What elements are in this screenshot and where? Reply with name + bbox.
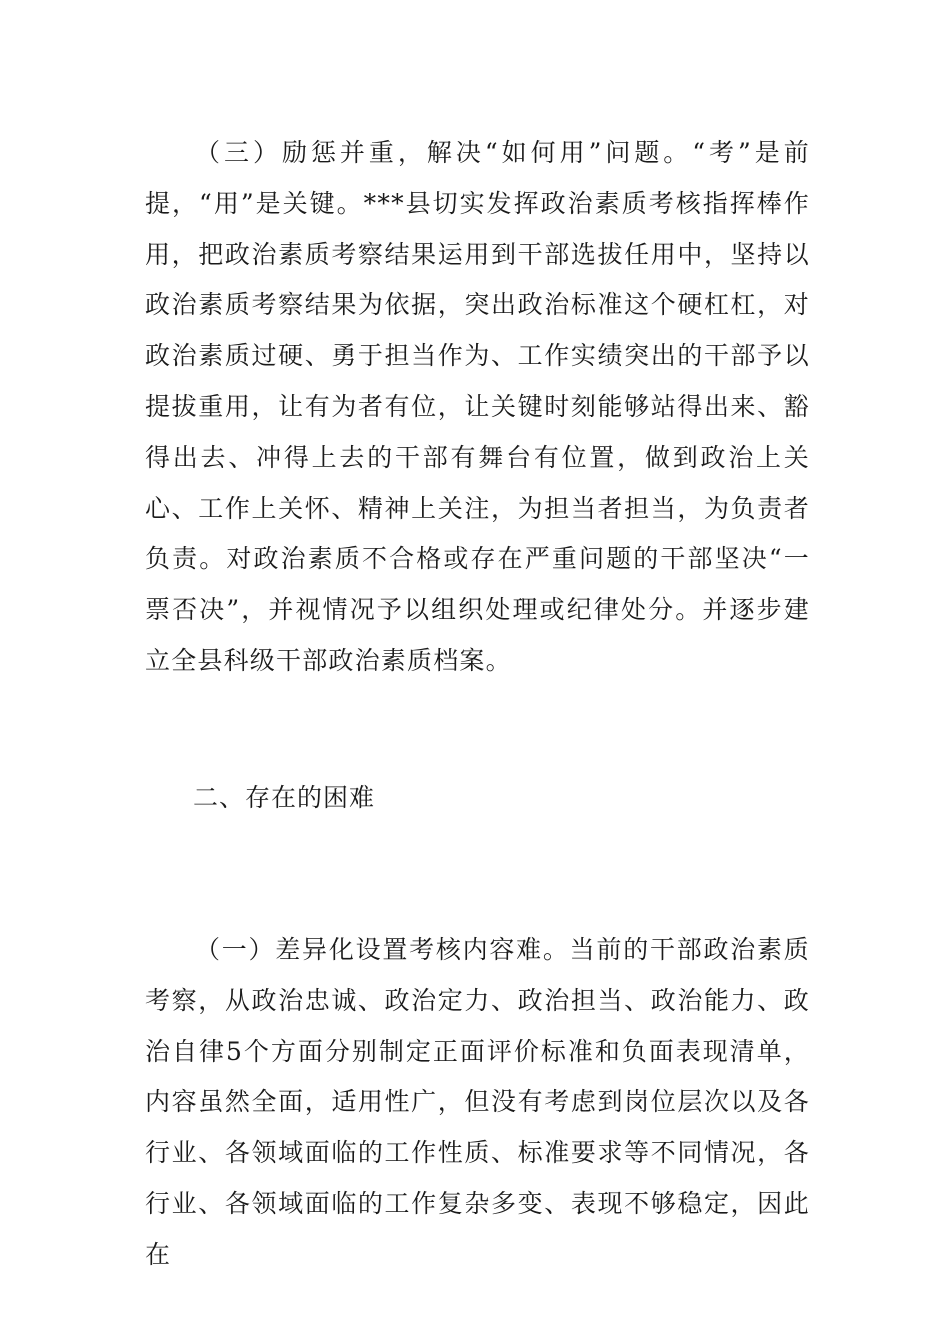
paragraph-reward-punishment: （三）励惩并重，解决“如何用”问题。“考”是前提，“用”是关键。***县切实发挥政治素质考核指挥棒作用，把政治素质考察结果运用到干部选拔任用中，坚持以政治素质考察结果为依据，突出政治标准这个硬杠杠，对政治素质过硬、勇于担当作为、工作实绩突出的干部予以提拔重用，让有为者有位，让关键时刻能够站得出来、豁得出去、冲得上去的干部有舞台有位置，做到政治上关心、工作上关怀、精神上关注，为担当者担当，为负责者负责。对政治素质不合格或存在严重问题的干部坚决“一票否决”，并视情况予以组织处理或纪律处分。并逐步建立全县科级干部政治素质档案。 <box>145 138 810 675</box>
paragraph-differentiated-assessment: （一）差异化设置考核内容难。当前的干部政治素质考察，从政治忠诚、政治定力、政治担当、政治能力、政治自律5个方面分别制定正面评价标准和负面表现清单，内容虽然全面，适用性广，但没有考虑到岗位层次以及各行业、各领域面临的工作性质、标准要求等不同情况，各行业、各领域面临的工作复杂多变、表现不够稳定，因此在 <box>145 935 810 1269</box>
section-heading-difficulties: 二、存在的困难 <box>193 783 376 812</box>
